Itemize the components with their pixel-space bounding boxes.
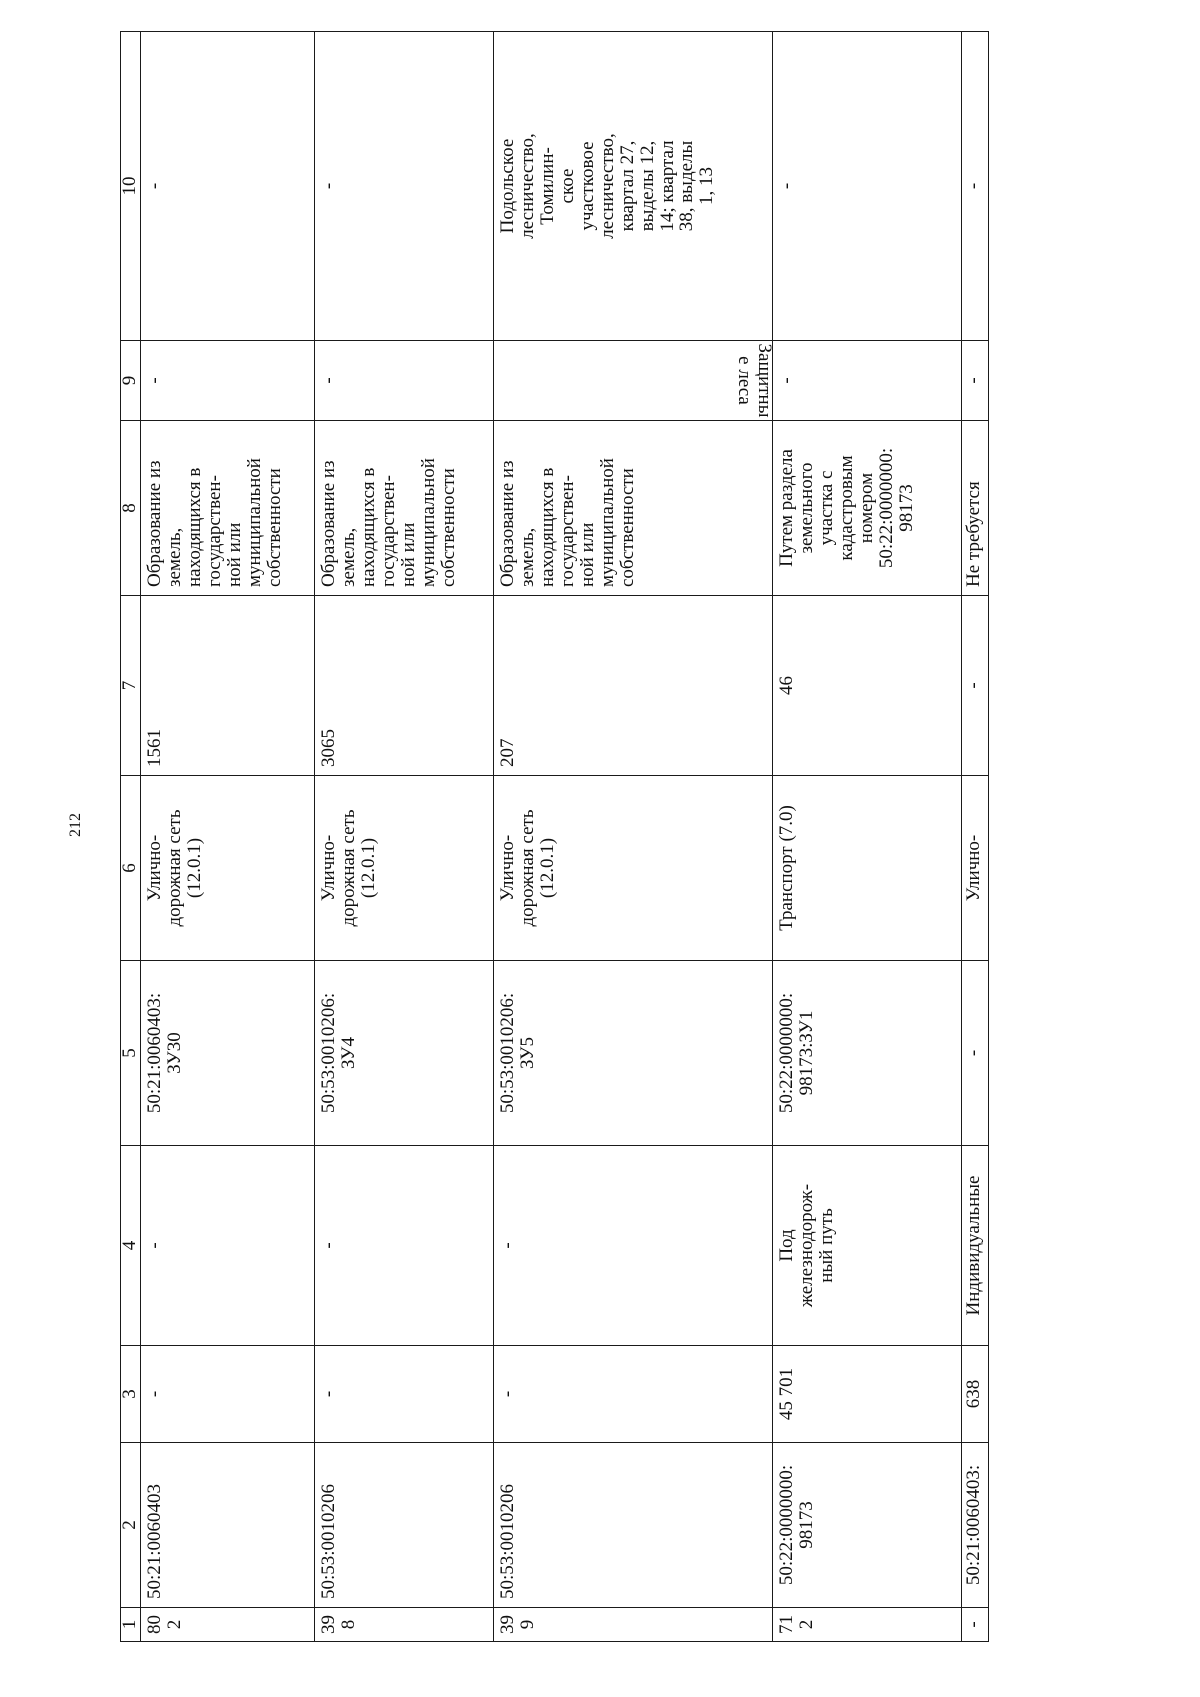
cell-forest-location: Подольское лесничество, Томилин- ское участковое лесничество, квартал 27, выделы 12, 14; квартал 38, выделы 1, 13 xyxy=(494,32,773,341)
land-plots-table xyxy=(120,31,989,1642)
cell-permitted-use-source: Индивидуальные xyxy=(962,1146,989,1346)
cell-area-source: - xyxy=(141,1346,315,1443)
header-cell-3: 3 xyxy=(121,1346,141,1443)
cell-area: 207 xyxy=(494,596,773,776)
cell-number: - xyxy=(962,1608,989,1642)
cell-area-source: 638 xyxy=(962,1346,989,1443)
cell-area: 3065 xyxy=(315,596,494,776)
cell-formation-method: Не требуется xyxy=(962,421,989,596)
cell-plot-designation: 50:53:0010206: ЗУ4 xyxy=(315,961,494,1146)
cell-formation-method: Образование из земель, находящихся в государствен- ной или муниципальной собственности xyxy=(494,421,773,596)
cell-area-source: - xyxy=(315,1346,494,1443)
cell-area: 46 xyxy=(773,596,962,776)
cell-forest-category: - xyxy=(773,341,962,421)
rotated-table-container xyxy=(120,32,1080,1642)
cell-forest-category: - xyxy=(962,341,989,421)
cell-permitted-use: Улично- дорожная сеть (12.0.1) xyxy=(141,776,315,961)
header-cell-10: 10 xyxy=(121,32,141,341)
cell-number: 802 xyxy=(141,1608,315,1642)
cell-forest-location: - xyxy=(962,32,989,341)
header-cell-6: 6 xyxy=(121,776,141,961)
cell-area: - xyxy=(962,596,989,776)
cell-permitted-use-source: - xyxy=(494,1146,773,1346)
header-cell-7: 7 xyxy=(121,596,141,776)
cell-plot-designation: 50:22:0000000: 98173:ЗУ1 xyxy=(773,961,962,1146)
table-row xyxy=(773,32,962,1642)
header-cell-8: 8 xyxy=(121,421,141,596)
cell-area-source: 45 701 xyxy=(773,1346,962,1443)
table-row xyxy=(962,32,989,1642)
cell-permitted-use: Улично- дорожная сеть (12.0.1) xyxy=(315,776,494,961)
cell-permitted-use: Улично- xyxy=(962,776,989,961)
cell-forest-category xyxy=(494,341,773,421)
cell-permitted-use-source: - xyxy=(141,1146,315,1346)
cell-area-source: - xyxy=(494,1346,773,1443)
cell-formation-method: Путем раздела земельного участка с кадастровым номером 50:22:0000000: 98173 xyxy=(773,421,962,596)
cell-forest-location: - xyxy=(315,32,494,341)
page-number: 212 xyxy=(67,813,84,837)
header-cell-2: 2 xyxy=(121,1443,141,1608)
cell-formation-method: Образование из земель, находящихся в государствен- ной или муниципальной собственности xyxy=(315,421,494,596)
cell-permitted-use-source: Под железнодорож- ный путь xyxy=(773,1146,962,1346)
cell-plot-designation: 50:53:0010206: ЗУ5 xyxy=(494,961,773,1146)
cell-number: 398 xyxy=(315,1608,494,1642)
table-row xyxy=(141,32,315,1642)
protective-forest-label: Защитные леса xyxy=(733,343,775,418)
cell-permitted-use-source: - xyxy=(315,1146,494,1346)
header-cell-5: 5 xyxy=(121,961,141,1146)
header-cell-9: 9 xyxy=(121,341,141,421)
cell-forest-category: - xyxy=(141,341,315,421)
cell-area: 1561 xyxy=(141,596,315,776)
cell-cadastral-quarter: 50:53:0010206 xyxy=(315,1443,494,1608)
cell-formation-method: Образование из земель, находящихся в государствен- ной или муниципальной собственности xyxy=(141,421,315,596)
cell-number: 399 xyxy=(494,1608,773,1642)
cell-forest-location: - xyxy=(773,32,962,341)
table-row xyxy=(494,32,773,1642)
cell-cadastral-quarter: 50:21:0060403: xyxy=(962,1443,989,1608)
cell-cadastral-quarter: 50:21:0060403 xyxy=(141,1443,315,1608)
table-row xyxy=(315,32,494,1642)
cell-forest-location: - xyxy=(141,32,315,341)
cell-cadastral-quarter: 50:53:0010206 xyxy=(494,1443,773,1608)
header-cell-4: 4 xyxy=(121,1146,141,1346)
header-row xyxy=(121,32,141,1642)
cell-cadastral-quarter: 50:22:0000000: 98173 xyxy=(773,1443,962,1608)
cell-number: 712 xyxy=(773,1608,962,1642)
cell-plot-designation: 50:21:0060403: ЗУ30 xyxy=(141,961,315,1146)
header-cell-1: 1 xyxy=(121,1608,141,1642)
cell-permitted-use: Улично- дорожная сеть (12.0.1) xyxy=(494,776,773,961)
cell-plot-designation: - xyxy=(962,961,989,1146)
cell-permitted-use: Транспорт (7.0) xyxy=(773,776,962,961)
cell-forest-category: - xyxy=(315,341,494,421)
